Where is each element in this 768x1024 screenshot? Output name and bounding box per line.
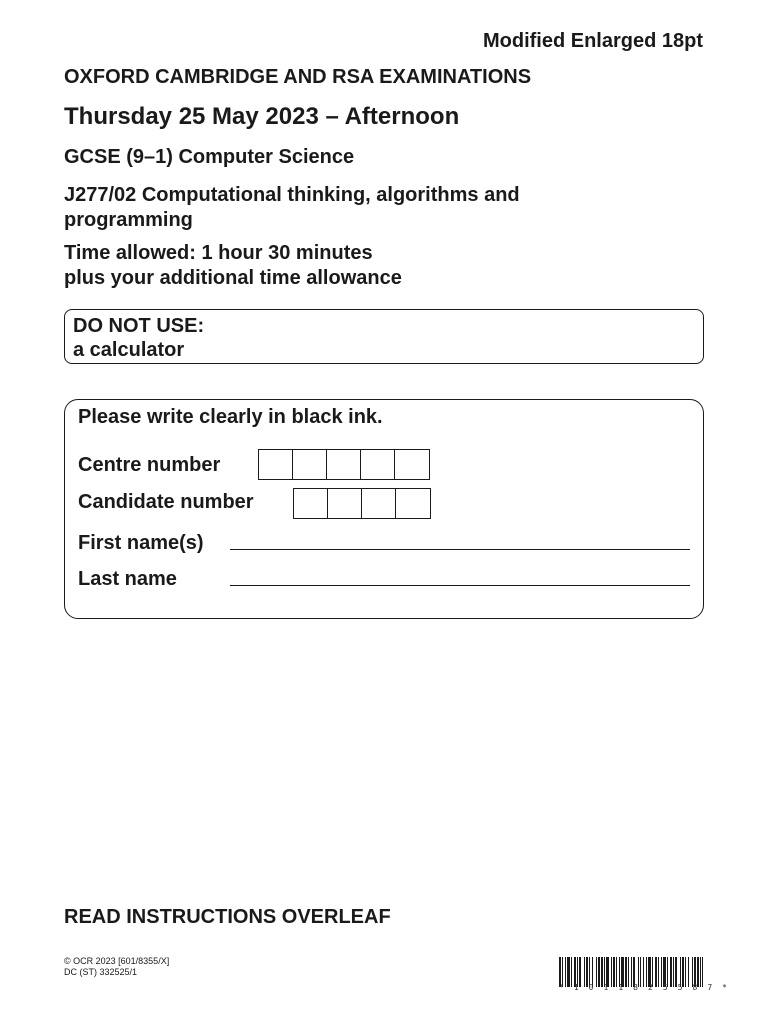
first-name-label: First name(s)	[78, 532, 204, 554]
write-clearly-instruction: Please write clearly in black ink.	[78, 406, 383, 428]
paper-title-line1: J277/02 Computational thinking, algorithms and	[64, 184, 520, 206]
centre-number-cell[interactable]	[293, 450, 327, 479]
subject-title: GCSE (9–1) Computer Science	[64, 146, 355, 168]
last-name-field[interactable]	[230, 585, 690, 586]
time-allowed	[64, 241, 664, 291]
centre-number-field[interactable]	[258, 449, 430, 480]
candidate-number-label: Candidate number	[78, 491, 254, 513]
centre-number-cell[interactable]	[395, 450, 429, 479]
exam-date: Thursday 25 May 2023 – Afternoon	[64, 103, 460, 130]
centre-number-label: Centre number	[78, 454, 221, 476]
do-not-use-box	[64, 309, 704, 364]
first-name-field[interactable]	[230, 549, 690, 550]
paper-title	[64, 183, 664, 233]
last-name-label: Last name	[78, 568, 177, 590]
read-instructions-overleaf: READ INSTRUCTIONS OVERLEAF	[64, 906, 391, 928]
centre-number-cell[interactable]	[361, 450, 395, 479]
candidate-number-cell[interactable]	[396, 489, 430, 518]
barcode-number: * 1 0 1 1 8 2 5 5 8 7 *	[559, 983, 730, 992]
do-not-use-item: a calculator	[73, 339, 185, 361]
time-allowed-line1: Time allowed: 1 hour 30 minutes	[64, 242, 373, 264]
candidate-number-cell[interactable]	[294, 489, 328, 518]
candidate-number-cell[interactable]	[328, 489, 362, 518]
candidate-number-field[interactable]	[293, 488, 431, 519]
paper-title-line2: programming	[64, 209, 193, 231]
centre-number-cell[interactable]	[327, 450, 361, 479]
exam-board: OXFORD CAMBRIDGE AND RSA EXAMINATIONS	[64, 66, 532, 88]
do-not-use-title: DO NOT USE:	[73, 315, 205, 337]
time-allowed-line2: plus your additional time allowance	[64, 267, 402, 289]
copyright-line1: © OCR 2023 [601/8355/X]	[64, 956, 170, 966]
copyright-line2: DC (ST) 332525/1	[64, 967, 138, 977]
candidate-number-cell[interactable]	[362, 489, 396, 518]
copyright-notice	[64, 956, 169, 978]
modified-enlarged-label: Modified Enlarged 18pt	[482, 30, 703, 52]
centre-number-cell[interactable]	[259, 450, 293, 479]
